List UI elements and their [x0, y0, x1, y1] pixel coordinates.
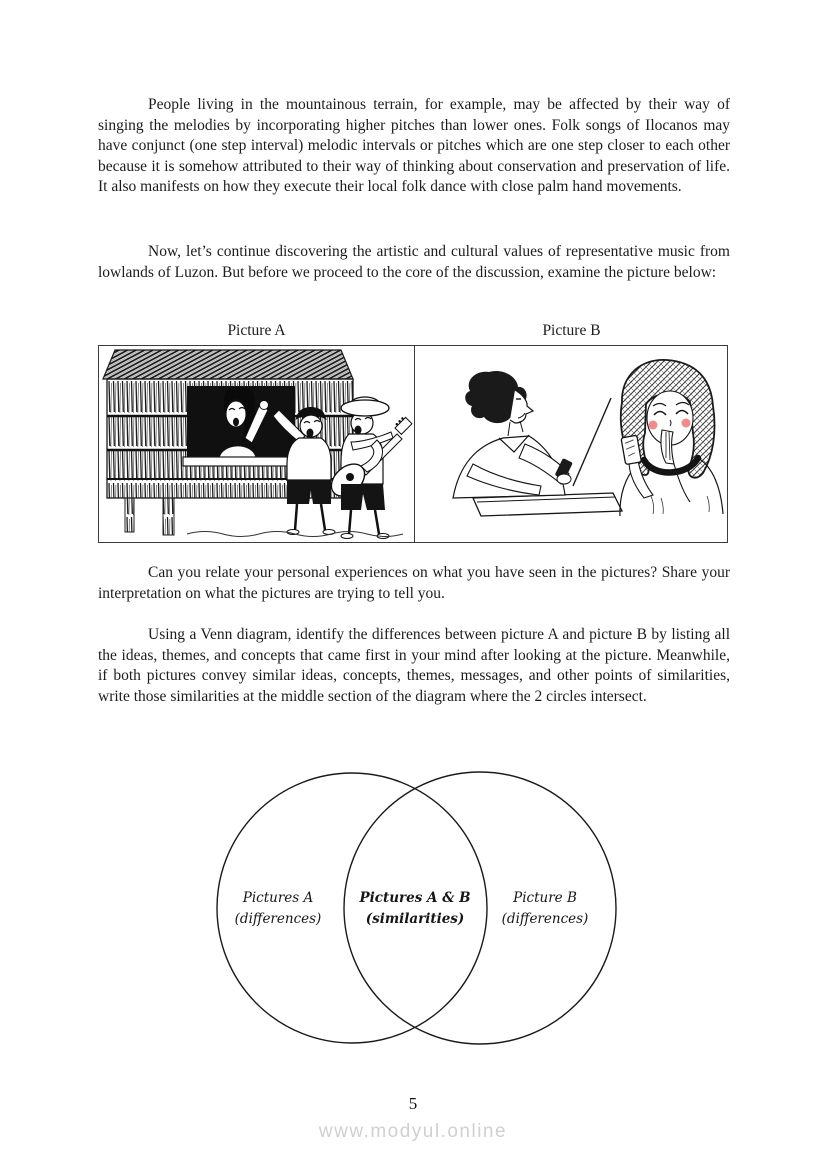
paragraph-mountainous-terrain: People living in the mountainous terrain, for example, may be affected by their way of singing the melodies by incorporating higher pitches than lower ones. Folk songs of Ilocanos may have conjunct (one step interval) melodic intervals or pitches which are one step closer to each other because it is somehow attributed to their way of thinking about conservation and preservation of life. It also manifests on how they execute their local folk dance with close palm hand movements. [98, 96, 730, 196]
paragraph-lowlands-luzon: Now, let’s continue discovering the artistic and cultural values of representative music from lowlands of Luzon. But before we proceed to the core of the discussion, examine the picture below: [98, 243, 730, 281]
picture-b-label: Picture B [542, 322, 601, 339]
venn-label-picture-a-differences: Pictures A (differences) [234, 890, 322, 927]
watermark: www.modyul.online [318, 1121, 508, 1142]
picture-b [415, 346, 727, 542]
pictures-panel [98, 345, 728, 543]
venn-label-similarities: Pictures A & B (similarities) [359, 890, 471, 927]
phone-texting-illustration [415, 346, 727, 542]
venn-label-picture-b-differences: Picture B (differences) [501, 890, 589, 927]
paragraph-relate-experiences: Can you relate your personal experiences on what you have seen in the pictures? Share your interpretation on what the pictures are trying to tell you. [98, 564, 730, 602]
harana-serenade-illustration [99, 346, 414, 542]
picture-a [99, 346, 415, 542]
paragraph-venn-instructions: Using a Venn diagram, identify the differences between picture A and picture B by listing all the ideas, themes, and concepts that came first in your mind after looking at the picture. Meanwhile, if both pictures convey similar ideas, concepts, themes, messages, and other points of similarities, write those similarities at the middle section of the diagram where the 2 circles intersect. [98, 626, 730, 705]
page-number: 5 [408, 1094, 418, 1113]
picture-a-label: Picture A [227, 322, 286, 339]
